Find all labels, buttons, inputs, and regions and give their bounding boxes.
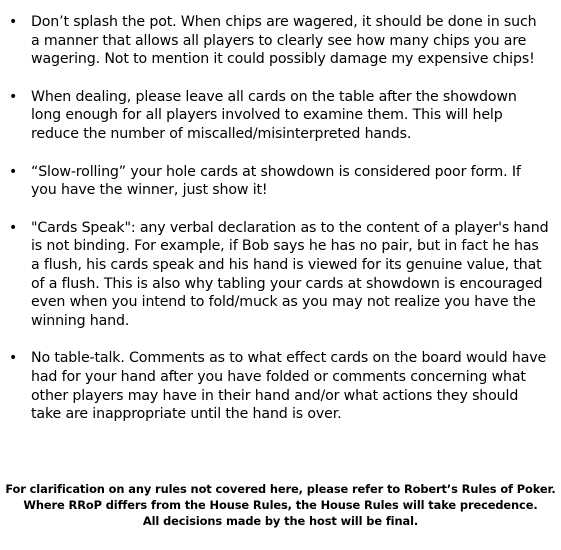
bullet-icon: • bbox=[9, 219, 18, 236]
footer-line-clarification: For clarification on any rules not covered here, please refer to Robert’s Rules of Poker. bbox=[5, 482, 556, 496]
rule-item-no-splashing bbox=[0, 13, 561, 69]
rule-text: No table-talk. Comments as to what effect cards on the board would have had for your hand after you have folded or comments concerning what other players may have in their hand and/or what actions they should take are inappropriate until the hand is over. bbox=[31, 350, 547, 423]
footer-notice bbox=[0, 481, 561, 529]
rule-item-slow-rolling bbox=[0, 163, 561, 200]
rule-item-cards-speak bbox=[0, 219, 561, 331]
rule-text: “Slow-rolling” your hole cards at showdown is considered poor form. If you have the winner, just show it! bbox=[31, 163, 521, 199]
bullet-icon: • bbox=[9, 350, 18, 367]
rule-item-no-table-talk bbox=[0, 349, 561, 423]
bullet-icon: • bbox=[9, 88, 18, 105]
rules-list bbox=[0, 13, 561, 443]
footer-line-host-decisions: All decisions made by the host will be final. bbox=[142, 514, 419, 528]
bullet-icon: • bbox=[9, 14, 18, 30]
rule-text: When dealing, please leave all cards on the table after the showdown long enough for all players involved to examine them. This will help reduce the number of miscalled/misinterpreted hands. bbox=[31, 88, 517, 142]
rule-text: "Cards Speak": any verbal declaration as to the content of a player's hand is not binding. For example, if Bob says he has no pair, but in fact he has a flush, his cards speak and his hand is viewed for its genuine value, that of a flush. This is also why tabling your cards at showdown is encouraged even when you intend to fold/muck as you may not realize you have the winning hand. bbox=[31, 219, 549, 329]
footer-line-precedence: Where RRoP differs from the House Rules, the House Rules will take precedence. bbox=[23, 498, 538, 512]
bullet-icon: • bbox=[9, 163, 18, 180]
rule-item-leave-cards bbox=[0, 88, 561, 144]
rule-text: Don’t splash the pot. When chips are wagered, it should be done in such a manner that allows all players to clearly see how many chips you are wagering. Not to mention it could possibly damage my expensive chips! bbox=[31, 14, 537, 68]
